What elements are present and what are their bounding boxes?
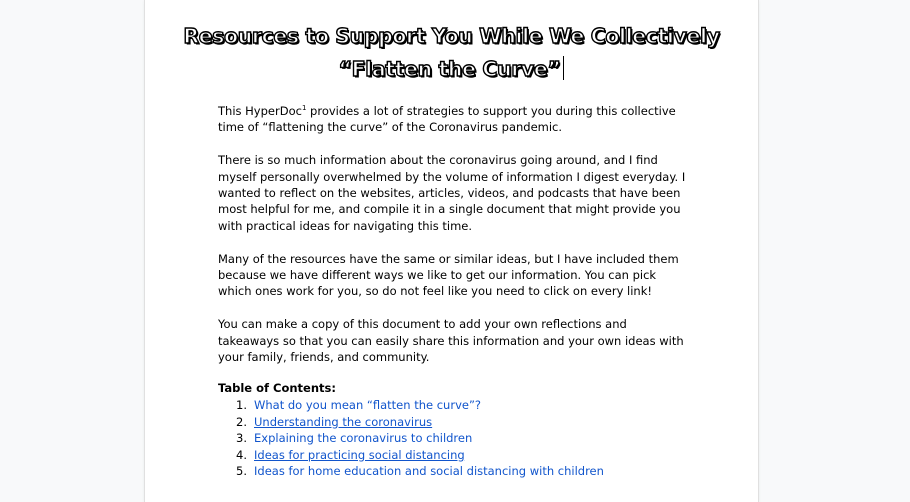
title-line-2: [145, 53, 758, 86]
toc-link-understanding-coronavirus[interactable]: Understanding the coronavirus: [254, 414, 433, 429]
intro-text-2: provides a lot of strategies to support you during this collective time of “flattening the curve” of the Coronavirus pandemic.: [218, 104, 676, 135]
toc-item: [218, 397, 604, 414]
title-line-1: Resources to Support You While We Collectively: [183, 24, 720, 48]
toc-item-number: 2.: [236, 414, 247, 429]
toc-link-home-education[interactable]: Ideas for home education and social distancing with children: [254, 464, 604, 478]
intro-text-1: This HyperDoc: [218, 104, 302, 118]
toc-item: [218, 463, 604, 480]
toc-heading: Table of Contents:: [218, 381, 336, 395]
document-page[interactable]: [145, 0, 758, 502]
footnote-reference[interactable]: 1: [301, 104, 307, 112]
toc-item: [218, 414, 604, 431]
toc-item-number: 5.: [236, 464, 247, 478]
body-paragraph: Many of the resources have the same or similar ideas, but I have included them because we have different ways we like to get our information. You can pick which ones work for you, so do not feel like you need to click on every link!: [218, 251, 679, 299]
document-body[interactable]: [218, 103, 688, 382]
table-of-contents: [218, 397, 604, 480]
toc-item: [218, 447, 604, 464]
toc-link-social-distancing[interactable]: Ideas for practicing social distancing: [254, 447, 465, 462]
toc-item: [218, 430, 604, 447]
title-line-2-text: “Flatten the Curve”: [338, 57, 561, 81]
toc-link-explaining-to-children[interactable]: Explaining the coronavirus to children: [254, 431, 473, 445]
toc-link-flatten-curve[interactable]: What do you mean “flatten the curve”?: [254, 398, 482, 412]
text-cursor: [563, 56, 564, 80]
body-paragraph: You can make a copy of this document to add your own reflections and takeaways so that you can easily share this information and your own ideas with your family, friends, and community.: [218, 317, 684, 365]
toc-item-number: 4.: [236, 447, 247, 462]
intro-paragraph: [218, 103, 688, 136]
toc-item-number: 1.: [236, 398, 247, 412]
body-paragraph: There is so much information about the coronavirus going around, and I find myself personally overwhelmed by the volume of information I digest everyday. I wanted to reflect on the websites, articles, videos, and podcasts that have been most helpful for me, and compile it in a single document that might provide you with practical ideas for navigating this time.: [218, 153, 686, 233]
document-title[interactable]: [145, 20, 758, 86]
toc-item-number: 3.: [236, 431, 247, 445]
